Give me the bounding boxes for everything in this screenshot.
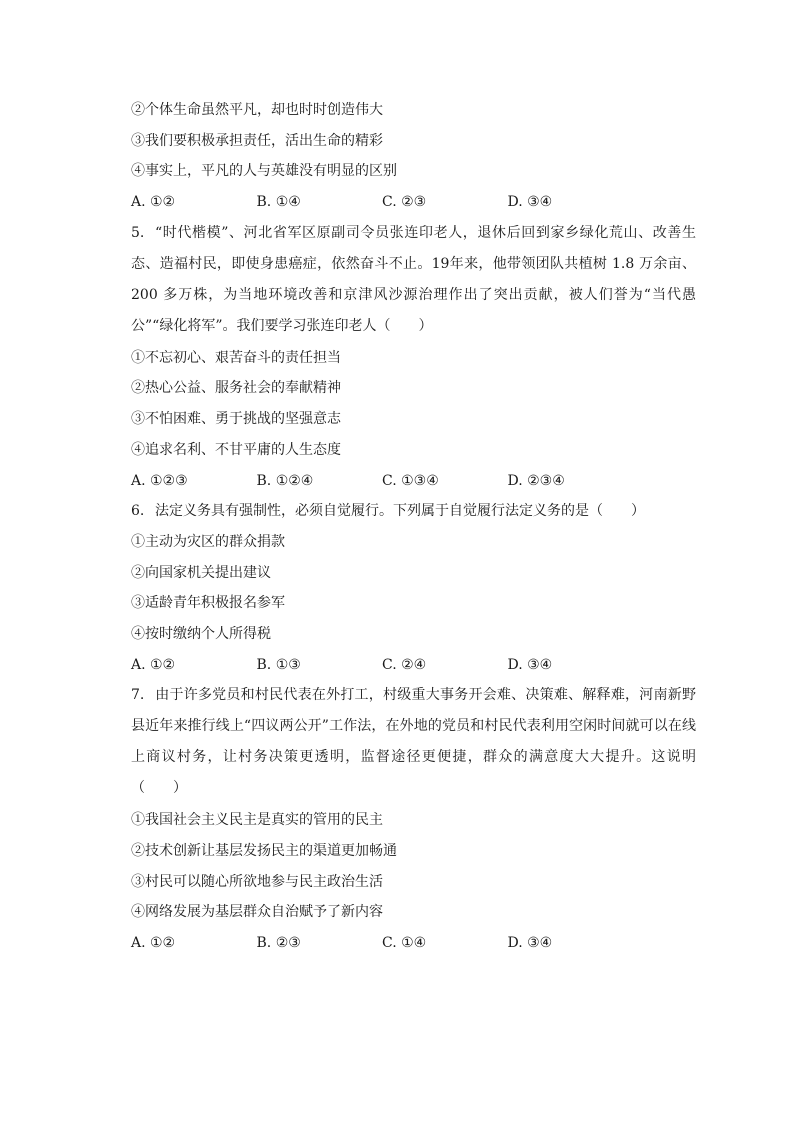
option-a: A. ①② <box>131 935 176 952</box>
question-4-tail <box>131 100 696 212</box>
answer-options <box>131 933 696 953</box>
question-number: 5. <box>131 224 145 241</box>
choice-item: ②热心公益、服务社会的奉献精神 <box>131 380 341 397</box>
exam-page <box>131 100 696 964</box>
option-a: A. ①② <box>131 194 176 211</box>
choice-item: ③适龄青年积极报名参军 <box>131 595 285 612</box>
option-c: C. ①④ <box>382 935 427 952</box>
choice-item: ④追求名利、不甘平庸的人生态度 <box>131 441 341 458</box>
question-5 <box>131 218 696 491</box>
option-b: B. ②③ <box>256 935 301 952</box>
question-number: 6. <box>131 503 145 520</box>
question-stem <box>131 680 696 804</box>
choice-item: ①不忘初心、艰苦奋斗的责任担当 <box>131 349 341 366</box>
choice-item: ③我们要积极承担责任，活出生命的精彩 <box>131 132 383 149</box>
option-d: D. ②③④ <box>507 472 565 489</box>
option-b: B. ①④ <box>256 194 301 211</box>
choice-item: ②向国家机关提出建议 <box>131 564 271 581</box>
option-d: D. ③④ <box>507 194 553 211</box>
option-d: D. ③④ <box>507 935 553 952</box>
choice-item: ②个体生命虽然平凡，却也时时创造伟大 <box>131 102 383 118</box>
question-text: 由于许多党员和村民代表在外打工，村级重大事务开会难、决策难、解释难，河南新野县近年来推行线上“四议两公开”工作法，在外地的党员和村民代表利用空闲时间就可以在线上商议村务，让村务决策更透明，监督途径更便捷，群众的满意度大大提升。这说明（ ） <box>131 687 696 797</box>
question-stem <box>131 501 696 521</box>
question-text: 法定义务具有强制性，必须自觉履行。下列属于自觉履行法定义务的是（ ） <box>155 503 645 520</box>
choice-item: ④事实上，平凡的人与英雄没有明显的区别 <box>131 163 397 180</box>
choice-item: ①我国社会主义民主是真实的管用的民主 <box>131 812 383 829</box>
answer-options <box>131 192 696 212</box>
option-c: C. ②③ <box>382 194 427 211</box>
answer-options <box>131 655 696 675</box>
choice-item: ③不怕困难、勇于挑战的坚强意志 <box>131 411 341 428</box>
option-b: B. ①③ <box>256 656 301 673</box>
choice-item: ②技术创新让基层发扬民主的渠道更加畅通 <box>131 843 397 859</box>
question-number: 7. <box>131 687 145 704</box>
choice-item: ③村民可以随心所欲地参与民主政治生活 <box>131 873 383 890</box>
answer-options <box>131 471 696 491</box>
question-6 <box>131 501 696 674</box>
option-d: D. ③④ <box>507 656 553 673</box>
choice-item: ④网络发展为基层群众自治赋予了新内容 <box>131 904 383 921</box>
option-a: A. ①②③ <box>131 472 188 489</box>
question-text: “时代楷模”、河北省军区原副司令员张连印老人，退休后回到家乡绿化荒山、改善生态、造福村民，即使身患癌症，依然奋斗不止。19年来，他带领团队共植树 1.8 万余亩、200 多万株，为当地环境改善和京津风沙源治理作出了突出贡献，被人们誉为“当代愚公”“绿化将军”。我们要学习张连印老人（ ） <box>131 224 696 334</box>
option-b: B. ①②④ <box>256 472 314 489</box>
choice-item: ①主动为灾区的群众捐款 <box>131 533 285 550</box>
option-a: A. ①② <box>131 656 176 673</box>
option-c: C. ②④ <box>382 656 427 673</box>
question-stem <box>131 218 696 342</box>
question-7 <box>131 680 696 953</box>
choice-item: ④按时缴纳个人所得税 <box>131 625 271 642</box>
option-c: C. ①③④ <box>382 472 439 489</box>
